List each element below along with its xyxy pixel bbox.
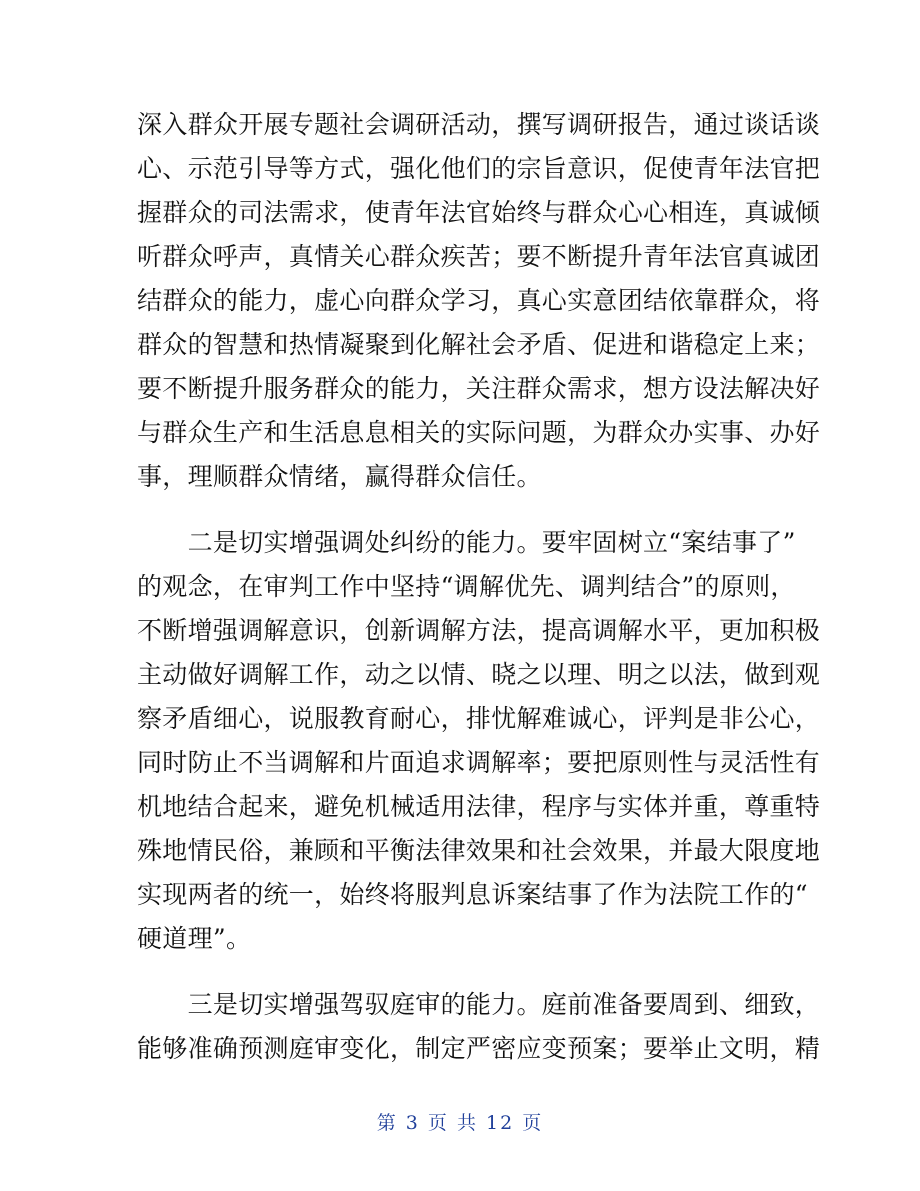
text-line: 深入群众开展专题社会调研活动，撰写调研报告，通过谈话谈 — [137, 110, 821, 139]
text-line: 不断增强调解意识，创新调解方法，提高调解水平，更加积极 — [137, 616, 821, 645]
text-line: 机地结合起来，避免机械适用法律，程序与实体并重，尊重特 — [137, 792, 821, 821]
text-line: 同时防止不当调解和片面追求调解率；要把原则性与灵活性有 — [137, 748, 821, 777]
text-line: 握群众的司法需求，使青年法官始终与群众心心相连，真诚倾 — [137, 198, 821, 227]
text-line: 二是切实增强调处纠纷的能力。要牢固树立“案结事了” — [137, 528, 796, 557]
text-line: 硬道理”。 — [137, 924, 252, 953]
text-line: 三是切实增强驾驭庭审的能力。庭前准备要周到、细致， — [137, 990, 821, 1019]
text-line: 结群众的能力，虚心向群众学习，真心实意团结依靠群众，将 — [137, 286, 821, 315]
text-line: 与群众生产和生活息息相关的实际问题，为群众办实事、办好 — [137, 418, 821, 447]
text-line: 要不断提升服务群众的能力，关注群众需求，想方设法解决好 — [137, 374, 821, 403]
text-line: 的观念，在审判工作中坚持“调解优先、调判结合”的原则， — [137, 572, 796, 601]
text-line: 主动做好调解工作，动之以情、晓之以理、明之以法，做到观 — [137, 660, 821, 689]
text-line: 殊地情民俗，兼顾和平衡法律效果和社会效果，并最大限度地 — [137, 836, 821, 865]
text-line: 实现两者的统一，始终将服判息诉案结事了作为法院工作的“ — [137, 880, 808, 909]
text-line: 察矛盾细心，说服教育耐心，排忧解难诚心，评判是非公心， — [137, 704, 821, 733]
text-line: 心、示范引导等方式，强化他们的宗旨意识，促使青年法官把 — [137, 154, 821, 183]
text-line: 群众的智慧和热情凝聚到化解社会矛盾、促进和谐稳定上来； — [137, 330, 821, 359]
text-line: 事，理顺群众情绪，赢得群众信任。 — [137, 462, 542, 491]
text-line: 能够准确预测庭审变化，制定严密应变预案；要举止文明，精 — [137, 1034, 821, 1063]
text-line: 听群众呼声，真情关心群众疾苦；要不断提升青年法官真诚团 — [137, 242, 821, 271]
page-number-footer: 第 3 页 共 12 页 — [376, 1112, 544, 1134]
